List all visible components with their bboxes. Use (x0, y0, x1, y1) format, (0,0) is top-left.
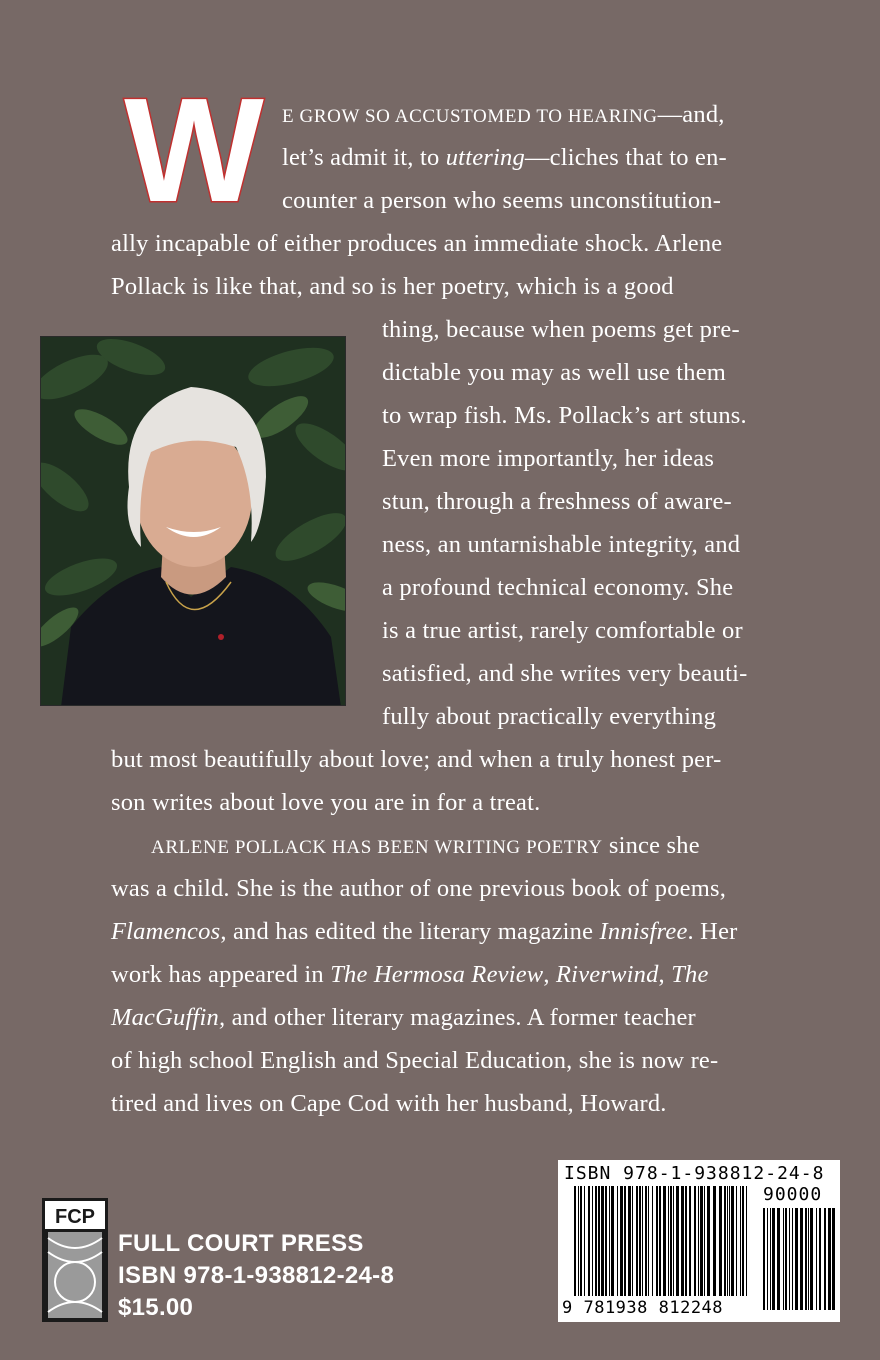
barcode (558, 1160, 840, 1322)
book-price: $15.00 (118, 1294, 194, 1321)
bio-line-3: counter a person who seems unconstitution- (282, 187, 722, 214)
barcode-isbn-label: ISBN 978-1-938812-24-8 (564, 1163, 825, 1184)
bio-line-2: let’s admit it, to uttering—cliches that to en- (282, 144, 727, 171)
barcode-price-code: 90000 (763, 1184, 823, 1205)
author-line-6: of high school English and Special Education, she is now re- (111, 1047, 719, 1074)
bio-line-12: a profound technical economy. She (382, 574, 734, 601)
author-line-3: Flamencos, and has edited the literary magazine Innisfree. Her (111, 918, 738, 945)
drop-cap (108, 95, 280, 207)
bio-line-11: ness, an untarnishable integrity, and (382, 531, 741, 558)
author-line-7: tired and lives on Cape Cod with her husband, Howard. (111, 1090, 667, 1117)
bio-line-10: stun, through a freshness of aware- (382, 488, 732, 515)
bio-line-9: Even more importantly, her ideas (382, 445, 715, 472)
bio-line-15: fully about practically everything (382, 703, 717, 730)
author-line-1: ARLENE POLLACK HAS BEEN WRITING POETRY since she (151, 832, 700, 859)
bio-line-5: Pollack is like that, and so is her poetry, which is a good (111, 273, 674, 300)
bio-line-8: to wrap fish. Ms. Pollack’s art stuns. (382, 402, 747, 429)
bio-line-17: son writes about love you are in for a treat. (111, 789, 541, 816)
bio-line-7: dictable you may as well use them (382, 359, 727, 386)
svg-text:FCP: FCP (55, 1206, 95, 1228)
author-line-2: was a child. She is the author of one previous book of poems, (111, 875, 727, 902)
publisher-logo (42, 1198, 108, 1322)
author-line-4: work has appeared in The Hermosa Review, Riverwind, The (111, 961, 709, 988)
bio-line-14: satisfied, and she writes very beauti- (382, 660, 748, 687)
barcode-bars (574, 1186, 752, 1296)
bio-line-16: but most beautifully about love; and when a truly honest per- (111, 746, 722, 773)
author-photo (40, 336, 346, 706)
bio-line-4: ally incapable of either produces an immediate shock. Arlene (111, 230, 723, 257)
author-line-5: MacGuffin, and other literary magazines. A former teacher (111, 1004, 696, 1031)
bio-line-6: thing, because when poems get pre- (382, 316, 740, 343)
bio-line-13: is a true artist, rarely comfortable or (382, 617, 743, 644)
publisher-name: FULL COURT PRESS (118, 1230, 364, 1257)
barcode-digits: 9 781938 812248 (562, 1298, 724, 1318)
svg-text:W: W (124, 95, 264, 207)
bio-line-1: E GROW SO ACCUSTOMED TO HEARING—and, (282, 101, 725, 128)
publisher-isbn: ISBN 978-1-938812-24-8 (118, 1262, 395, 1289)
barcode-addon-bars (763, 1208, 835, 1310)
